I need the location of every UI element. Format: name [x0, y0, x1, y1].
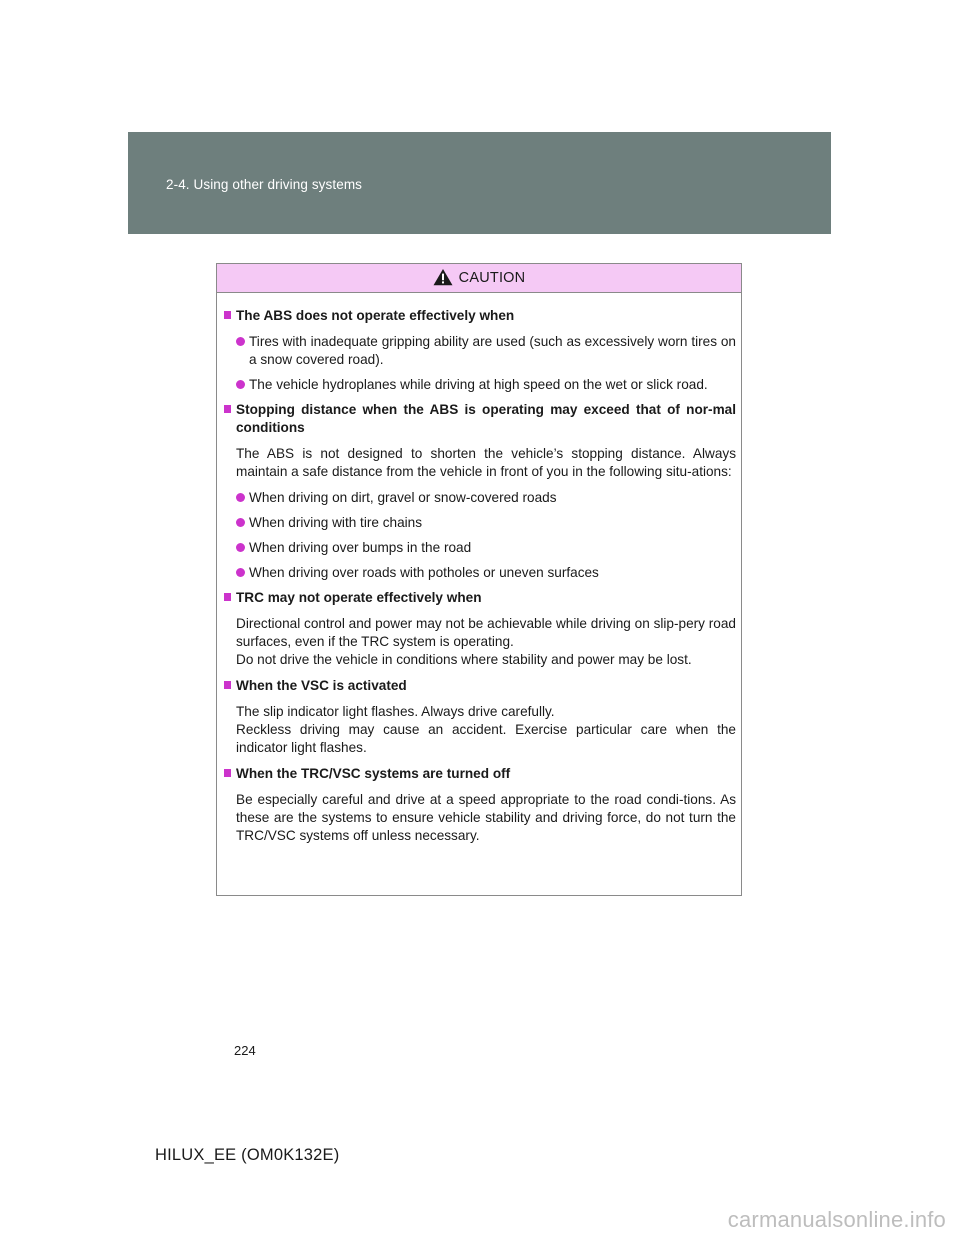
caution-item [223, 401, 736, 582]
caution-header [217, 264, 741, 293]
caution-body [217, 293, 741, 845]
caution-paragraph-line: Reckless driving may cause an accident. Exercise particular care when the indicator light flashes. [236, 722, 736, 755]
square-bullet-icon [224, 311, 231, 319]
caution-item-heading-text: When the VSC is activated [236, 678, 407, 693]
round-bullet-icon [236, 337, 245, 346]
caution-bullet-text: The vehicle hydroplanes while driving at high speed on the wet or slick road. [249, 377, 708, 392]
caution-item-heading [223, 589, 736, 607]
caution-paragraph-line: The slip indicator light flashes. Always drive carefully. [236, 704, 555, 719]
watermark: carmanualsonline.info [727, 1207, 946, 1232]
caution-box [216, 263, 742, 896]
caution-paragraph-line: The ABS is not designed to shorten the vehicle’s stopping distance. Always maintain a safe distance from the vehicle in front of you in the following situ-ations: [236, 446, 736, 479]
caution-bullet-text: When driving with tire chains [249, 515, 423, 530]
caution-item-heading-text: Stopping distance when the ABS is operating may exceed that of nor-mal conditions [236, 402, 736, 435]
square-bullet-icon [224, 769, 231, 777]
square-bullet-icon [224, 405, 231, 413]
page-number: 224 [234, 1043, 256, 1058]
caution-paragraph [223, 791, 736, 845]
section-title: 2-4. Using other driving systems [166, 177, 363, 192]
round-bullet-icon [236, 518, 245, 527]
round-bullet-icon [236, 568, 245, 577]
round-bullet-icon [236, 380, 245, 389]
caution-item-heading-text: When the TRC/VSC systems are turned off [236, 766, 511, 781]
caution-bullet [223, 539, 736, 557]
caution-bullet-text: When driving on dirt, gravel or snow-covered roads [249, 490, 557, 505]
section-header-band [128, 132, 831, 234]
caution-bullet-text: When driving over bumps in the road [249, 540, 472, 555]
round-bullet-icon [236, 493, 245, 502]
caution-item-heading-text: The ABS does not operate effectively when [236, 308, 515, 323]
caution-bullet [223, 333, 736, 369]
caution-paragraph [223, 445, 736, 481]
caution-paragraph-line: Do not drive the vehicle in conditions where stability and power may be lost. [236, 652, 692, 667]
caution-paragraph-line: Directional control and power may not be achievable while driving on slip-pery road surfaces, even if the TRC system is operating. [236, 616, 736, 649]
square-bullet-icon [224, 593, 231, 601]
caution-paragraph-line: Be especially careful and drive at a speed appropriate to the road condi-tions. As these are the systems to ensure vehicle stability and driving force, do not turn the TRC/VSC systems off unless necessary. [236, 792, 736, 843]
caution-item [223, 307, 736, 394]
round-bullet-icon [236, 543, 245, 552]
caution-item-heading [223, 677, 736, 695]
caution-bullet [223, 376, 736, 394]
caution-item-heading [223, 307, 736, 325]
caution-bullet-text: When driving over roads with potholes or uneven surfaces [249, 565, 599, 580]
square-bullet-icon [224, 681, 231, 689]
caution-item-heading [223, 765, 736, 783]
caution-item [223, 589, 736, 669]
caution-item [223, 765, 736, 845]
manual-code: HILUX_EE (OM0K132E) [155, 1146, 340, 1164]
caution-bullet [223, 514, 736, 532]
caution-title: CAUTION [458, 270, 526, 286]
caution-item-heading [223, 401, 736, 437]
warning-triangle-icon [433, 268, 453, 286]
caution-item [223, 677, 736, 757]
caution-bullet [223, 564, 736, 582]
caution-bullet [223, 489, 736, 507]
caution-bullet-text: Tires with inadequate gripping ability are used (such as excessively worn tires on a snow covered road). [249, 334, 736, 367]
caution-paragraph [223, 703, 736, 757]
caution-item-heading-text: TRC may not operate effectively when [236, 590, 482, 605]
caution-paragraph [223, 615, 736, 669]
